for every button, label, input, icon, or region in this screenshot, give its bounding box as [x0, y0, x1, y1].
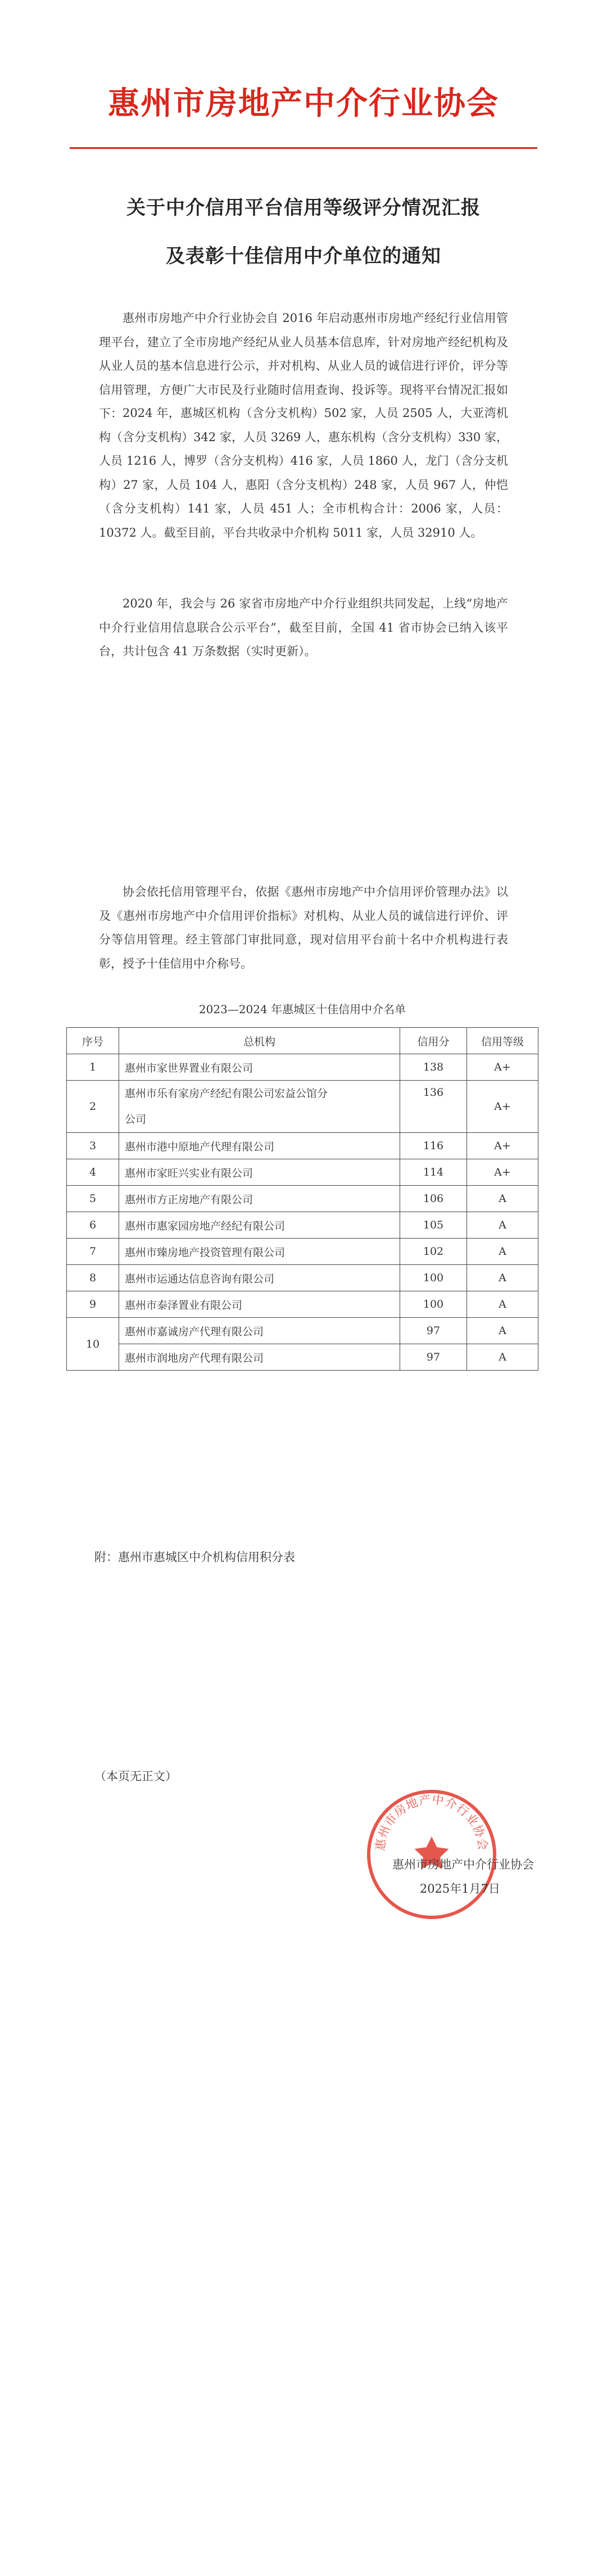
row-no: 4	[67, 1159, 119, 1186]
row-score: 97	[400, 1318, 467, 1344]
row-grade: A+	[467, 1159, 538, 1186]
header-score: 信用分	[400, 1028, 467, 1054]
top-ten-table	[66, 1027, 538, 1371]
table-row	[67, 1133, 538, 1159]
row-score: 136	[400, 1081, 467, 1133]
org-header: 惠州市房地产中介行业协会	[108, 85, 499, 122]
table-row	[67, 1265, 538, 1291]
signature-date: 2025年1月7日	[419, 1882, 500, 1895]
table-row	[67, 1159, 538, 1186]
official-seal	[364, 1787, 499, 1922]
row-no: 10	[67, 1318, 119, 1371]
row-score: 116	[400, 1133, 467, 1159]
row-no: 7	[67, 1239, 119, 1265]
row-grade: A	[467, 1239, 538, 1265]
document-title-line2: 及表彰十佳信用中介单位的通知	[166, 245, 441, 267]
row-grade: A+	[467, 1054, 538, 1081]
header-org: 总机构	[119, 1028, 400, 1054]
signature-org: 惠州市房地产中介行业协会	[392, 1858, 534, 1871]
row-score: 105	[400, 1212, 467, 1239]
row-no: 8	[67, 1265, 119, 1291]
table-row	[67, 1212, 538, 1239]
row-org-name: 惠州市方正房地产有限公司	[119, 1186, 400, 1212]
no-body-note: （本页无正文）	[94, 1770, 177, 1783]
row-org-name: 惠州市润地房产代理有限公司	[119, 1344, 400, 1371]
table-row	[67, 1291, 538, 1318]
body-paragraph-commendation: 协会依托信用管理平台，依据《惠州市房地产中介信用评价管理办法》以及《惠州市房地产中介信用评价指标》对机构、从业人员的诚信进行评价、评分等信用管理。经主管部门审批同意，现对信用平台前十名中介机构进行表彰，授予十佳信用中介称号。	[99, 885, 508, 970]
row-grade: A	[467, 1265, 538, 1291]
row-score: 100	[400, 1291, 467, 1318]
row-no: 1	[67, 1054, 119, 1081]
header-divider	[70, 147, 537, 149]
body-paragraph-statistics: 2024 年，惠城区机构（含分支机构）502 家，人员 2505 人，大亚湾机构（含分支机构）342 家，人员 3269 人，惠东机构（含分支机构）330 家，人员 1216 人，博罗（含分支机构）416 家，人员 1860 人，龙门（含分支机构）27 家，人员 104 人，惠阳（含分支机构）248 家，人员 967 人，仲恺（含分支机构）141 家，人员 451 人；全市机构合计：2006 家，人员：10372 人。截至目前，平台共收录中介机构 5011 家，人员 32910 人。	[99, 406, 508, 539]
body-paragraph-joint-platform: 2020 年，我会与 26 家省市房地产中介行业组织共同发起，上线“房地产中介行业信用信息联合公示平台”，截至目前，全国 41 省市协会已纳入该平台，共计包含 41 万条数据（实时更新）。	[99, 597, 508, 658]
row-grade: A+	[467, 1081, 538, 1133]
row-grade: A	[467, 1344, 538, 1371]
row-no: 9	[67, 1291, 119, 1318]
row-score: 100	[400, 1265, 467, 1291]
row-org-name: 惠州市嘉诚房产代理有限公司	[119, 1318, 400, 1344]
row-grade: A+	[467, 1133, 538, 1159]
row-grade: A	[467, 1212, 538, 1239]
seal-text: 惠州市房地产中介行业协会	[373, 1793, 490, 1852]
document-title-line1: 关于中介信用平台信用等级评分情况汇报	[126, 197, 481, 219]
row-score: 114	[400, 1159, 467, 1186]
row-grade: A	[467, 1291, 538, 1318]
row-org-name: 惠州市家旺兴实业有限公司	[119, 1159, 400, 1186]
row-org-name: 惠州市港中原地产代理有限公司	[119, 1133, 400, 1159]
attachment-note: 附：惠州市惠城区中介机构信用积分表	[94, 1550, 295, 1564]
row-org-name	[119, 1081, 400, 1133]
row-score: 106	[400, 1186, 467, 1212]
table-row	[67, 1186, 538, 1212]
table-row	[67, 1318, 538, 1344]
header-no: 序号	[67, 1028, 119, 1054]
table-row	[67, 1239, 538, 1265]
row-no: 2	[67, 1081, 119, 1133]
row-org-name: 惠州市惠家园房地产经纪有限公司	[119, 1212, 400, 1239]
row-org-name-line1: 惠州市乐有家房产经纪有限公司宏益公馆分	[125, 1087, 328, 1100]
table-header-row	[67, 1028, 538, 1054]
row-no: 5	[67, 1186, 119, 1212]
row-grade: A	[467, 1186, 538, 1212]
row-no: 3	[67, 1133, 119, 1159]
table-caption: 2023—2024 年惠城区十佳信用中介名单	[198, 1003, 406, 1016]
row-org-name-line2: 公司	[125, 1113, 147, 1126]
row-score: 138	[400, 1054, 467, 1081]
row-org-name: 惠州市家世界置业有限公司	[119, 1054, 400, 1081]
row-score: 102	[400, 1239, 467, 1265]
row-org-name: 惠州市运通达信息咨询有限公司	[119, 1265, 400, 1291]
row-score: 97	[400, 1344, 467, 1371]
table-row	[67, 1344, 538, 1371]
body-paragraph-intro: 惠州市房地产中介行业协会自 2016 年启动惠州市房地产经纪行业信用管理平台，建立了全市房地产经纪从业人员基本信息库，针对房地产经纪机构及从业人员的基本信息进行公示，并对机构、从业人员的诚信进行评价，评分等信用管理，方便广大市民及行业随时信用查询、投诉等。现将平台情况汇报如下：	[99, 311, 508, 420]
row-org-name: 惠州市臻房地产投资管理有限公司	[119, 1239, 400, 1265]
row-no: 6	[67, 1212, 119, 1239]
row-org-name: 惠州市泰泽置业有限公司	[119, 1291, 400, 1318]
row-grade: A	[467, 1318, 538, 1344]
table-row	[67, 1054, 538, 1081]
header-grade: 信用等级	[467, 1028, 538, 1054]
table-row	[67, 1081, 538, 1133]
